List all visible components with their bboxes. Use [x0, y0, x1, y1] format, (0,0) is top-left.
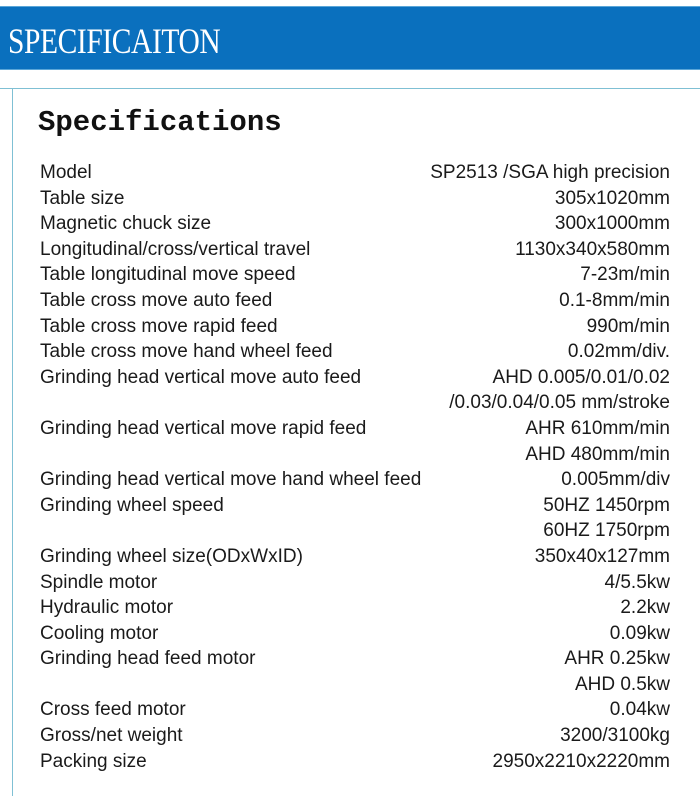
spec-row	[40, 186, 670, 212]
spec-label: Table cross move auto feed	[40, 289, 273, 311]
divider-vertical	[12, 88, 13, 796]
spec-table	[40, 160, 670, 774]
spec-label: Spindle motor	[40, 571, 158, 593]
spec-row	[40, 288, 670, 314]
spec-row	[40, 672, 670, 698]
spec-value: AHD 480mm/min	[525, 443, 670, 465]
spec-value: 0.1-8mm/min	[559, 289, 670, 311]
divider-horizontal	[0, 88, 700, 89]
spec-row	[40, 262, 670, 288]
spec-value: 50HZ 1450rpm	[543, 494, 670, 516]
spec-row	[40, 365, 670, 391]
spec-value: SP2513 /SGA high precision	[430, 162, 670, 183]
spec-row	[40, 570, 670, 596]
spec-row	[40, 621, 670, 647]
spec-value: AHR 610mm/min	[525, 417, 670, 439]
spec-row	[40, 723, 670, 749]
spec-label: Grinding head vertical move hand wheel feed	[40, 469, 422, 491]
spec-value: 1130x340x580mm	[515, 238, 670, 260]
spec-row	[40, 544, 670, 570]
spec-label: Table size	[40, 187, 125, 209]
spec-label: Table cross move rapid feed	[40, 315, 278, 337]
spec-row	[40, 518, 670, 544]
spec-row	[40, 697, 670, 723]
spec-value: AHR 0.25kw	[564, 648, 670, 670]
spec-value: 60HZ 1750rpm	[543, 520, 670, 542]
spec-label: Magnetic chuck size	[40, 213, 212, 235]
spec-label: Model	[40, 162, 92, 183]
spec-row	[40, 493, 670, 519]
spec-row	[40, 237, 670, 263]
spec-value: 7-23m/min	[580, 264, 670, 286]
spec-value: 990m/min	[586, 315, 670, 337]
spec-value: 0.09kw	[609, 622, 670, 644]
banner-title: SPECIFICAITON	[8, 21, 221, 61]
spec-value: 0.04kw	[609, 699, 670, 721]
spec-value: 2.2kw	[620, 597, 670, 619]
spec-row	[40, 646, 670, 672]
spec-value: 3200/3100kg	[560, 725, 670, 747]
spec-value: AHD 0.005/0.01/0.02	[492, 366, 670, 388]
spec-label: Hydraulic motor	[40, 597, 174, 619]
spec-row	[40, 339, 670, 365]
spec-label: Table cross move hand wheel feed	[40, 341, 333, 363]
spec-value: 0.005mm/div	[561, 469, 670, 491]
spec-row	[40, 416, 670, 442]
spec-label: Cross feed motor	[40, 699, 186, 721]
spec-label: Grinding head vertical move rapid feed	[40, 417, 367, 439]
spec-label: Table longitudinal move speed	[40, 264, 296, 286]
spec-label: Cooling motor	[40, 622, 159, 644]
spec-row	[40, 467, 670, 493]
spec-label: Longitudinal/cross/vertical travel	[40, 238, 311, 260]
spec-value: 350x40x127mm	[534, 545, 670, 567]
spec-value: 305x1020mm	[554, 187, 670, 209]
spec-value: 4/5.5kw	[604, 571, 670, 593]
title-banner	[0, 6, 700, 70]
spec-row	[40, 314, 670, 340]
spec-label: Packing size	[40, 750, 147, 772]
section-heading: Specifications	[38, 106, 282, 139]
spec-value: 300x1000mm	[554, 213, 670, 235]
spec-label: Grinding head vertical move auto feed	[40, 366, 362, 388]
spec-label: Grinding wheel speed	[40, 494, 224, 516]
spec-row	[40, 749, 670, 775]
spec-row	[40, 595, 670, 621]
spec-row	[40, 390, 670, 416]
spec-value: 2950x2210x2220mm	[492, 750, 670, 772]
spec-row	[40, 211, 670, 237]
spec-value: AHD 0.5kw	[574, 673, 670, 695]
spec-label: Grinding wheel size(ODxWxID)	[40, 545, 303, 567]
spec-label: Gross/net weight	[40, 725, 183, 747]
spec-value: 0.02mm/div.	[567, 341, 670, 363]
spec-value: /0.03/0.04/0.05 mm/stroke	[449, 392, 670, 414]
spec-label: Grinding head feed motor	[40, 648, 256, 670]
spec-row	[40, 160, 670, 186]
spec-row	[40, 442, 670, 468]
